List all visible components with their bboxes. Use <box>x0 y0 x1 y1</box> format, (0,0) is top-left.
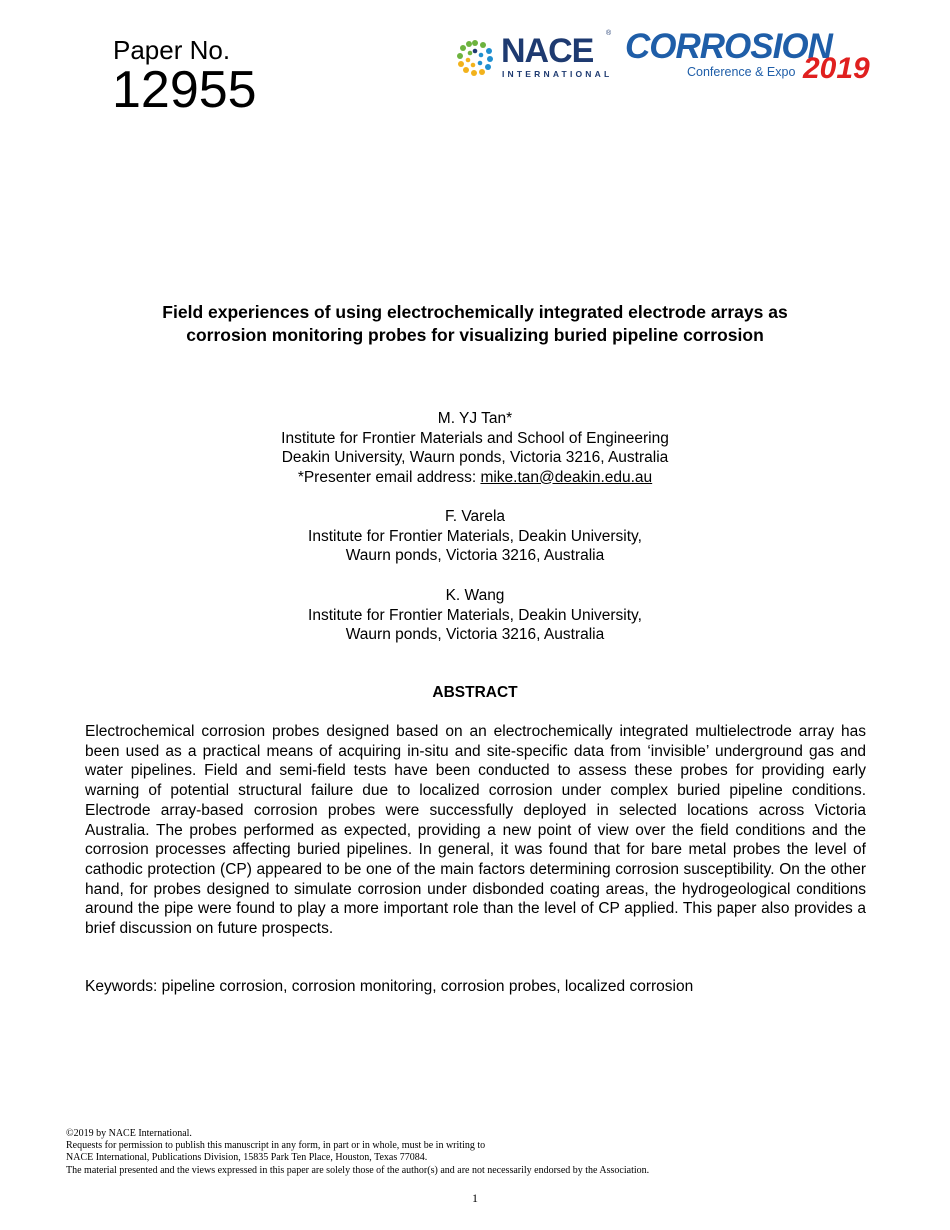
corrosion-logo-subtitle: Conference & Expo <box>687 65 796 79</box>
author-affiliation: Deakin University, Waurn ponds, Victoria 3216, Australia <box>281 449 669 466</box>
registered-mark: ® <box>606 30 612 37</box>
author-affiliation: Institute for Frontier Materials, Deakin University, <box>308 606 642 624</box>
author-affiliation: Institute for Frontier Materials and School of Engineering <box>281 429 669 447</box>
author-block <box>0 507 950 566</box>
abstract-heading: ABSTRACT <box>432 684 518 701</box>
author-name: F. Varela <box>444 508 506 525</box>
footer-line: The material presented and the views expressed in this paper are solely those of the author(s) and are not necessarily endorsed by the Association. <box>66 1164 650 1176</box>
corrosion-logo <box>625 28 885 88</box>
author-affiliation: Waurn ponds, Victoria 3216, Australia <box>345 626 605 643</box>
author-block <box>0 586 950 645</box>
page-number: 1 <box>472 1191 478 1205</box>
corrosion-logo-year: 2019 <box>803 52 870 85</box>
author-name: M. YJ Tan* <box>437 410 513 427</box>
paper-number: 12955 <box>112 61 257 119</box>
author-email-line <box>0 468 950 488</box>
email-link[interactable]: mike.tan@deakin.edu.au <box>480 468 653 486</box>
nace-logo-text: NACE <box>501 32 594 70</box>
corrosion-logo-text: CORROSION <box>625 27 832 66</box>
nace-logo <box>453 30 613 79</box>
copyright-footer <box>66 1128 649 1177</box>
paper-title <box>60 301 890 347</box>
paper-label: Paper No. <box>113 35 231 65</box>
title-line: Field experiences of using electrochemically integrated electrode arrays as <box>162 302 788 322</box>
author-affiliation: Institute for Frontier Materials, Deakin University, <box>308 527 642 545</box>
author-name: K. Wang <box>445 587 505 604</box>
author-affiliation: Waurn ponds, Victoria 3216, Australia <box>345 547 605 564</box>
title-line: corrosion monitoring probes for visualizing buried pipeline corrosion <box>186 325 764 345</box>
footer-line: ©2019 by NACE International. <box>66 1128 192 1139</box>
author-block <box>0 409 950 487</box>
nace-burst-icon <box>453 36 497 80</box>
abstract-text: Electrochemical corrosion probes designed based on an electrochemically integrated multielectrode array has been used as a practical means of acquiring in-situ and site-specific data from ‘invisible’ underground gas and water pipelines. Field and semi-field tests have been conducted to assess these probes for providing early warning of potential structural failure due to localized corrosion under complex buried pipeline conditions. Electrode array-based corrosion probes were successfully deployed in selected locations across Victoria Australia. The probes performed as expected, providing a new point of view over the field conditions and the corrosion processes affecting buried pipelines. In general, it was found that for bare metal probes the level of cathodic protection (CP) appeared to be one of the main factors determining corrosion susceptibility. On the other hand, for probes designed to simulate corrosion under disbonded coating areas, the hydrogeological conditions around the pipe were found to play a more important role than the level of CP applied. This paper also provides a brief discussion on future prospects. <box>85 723 866 938</box>
nace-logo-subtitle: INTERNATIONAL <box>502 69 613 79</box>
footer-line: NACE International, Publications Division, 15835 Park Ten Place, Houston, Texas 77084. <box>66 1152 428 1164</box>
footer-line: Requests for permission to publish this manuscript in any form, in part or in whole, must be in writing to <box>66 1140 486 1152</box>
email-label: *Presenter email address: <box>297 468 481 486</box>
keywords: Keywords: pipeline corrosion, corrosion monitoring, corrosion probes, localized corrosion <box>85 978 694 995</box>
